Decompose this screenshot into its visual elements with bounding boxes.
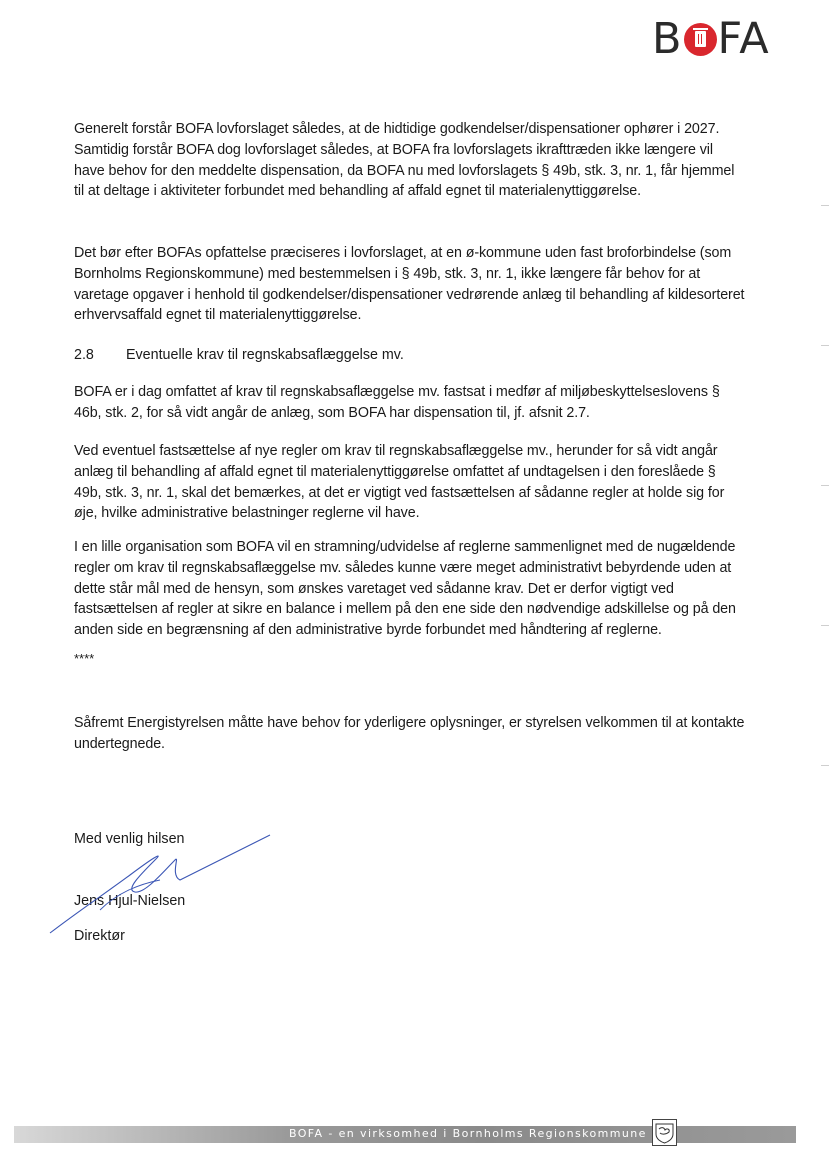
edge-mark: [821, 765, 829, 766]
edge-mark: [821, 205, 829, 206]
signatory-title: Direktør: [74, 928, 125, 944]
logo-letters-fa: FA: [717, 14, 770, 64]
edge-mark: [821, 485, 829, 486]
paragraph-4: Ved eventuel fastsættelse af nye regler om krav til regnskabsaflæggelse mv., herunder for så vidt angår anlæg til behandling af affald egnet til materialenyttiggørelse omfattet af undtagelsen i den foreslåede § 49b, stk. 3, nr. 1, skal det bemærkes, at det er vigtigt ved fastsættelsen af sådanne regler at holde sig for øje, hvilke administrative belastninger reglerne vil have.: [74, 443, 725, 522]
handwritten-signature: [40, 830, 280, 940]
trash-bin-icon: [684, 23, 717, 56]
paragraph-5: I en lille organisation som BOFA vil en stramning/udvidelse af reglerne sammenlignet med de nugældende regler om krav til regnskabsaflæggelse mv. således kunne være meget administrativt bebyrdende uden at dette står mål med de hensyn, som ønskes varetaget ved sådanne krav. Det er derfor vigtigt ved fastsættelsen af regler at sikre en balance i mellem på den ene side den nødvendige adskillelse og på den anden side en begrænsning af den administrative byrde forbundet med håndtering af reglerne.: [74, 539, 736, 639]
paragraph-1: Generelt forstår BOFA lovforslaget således, at de hidtidige godkendelser/dispensationer ophører i 2027. Samtidig forstår BOFA dog lovforslaget således, at BOFA fra lovforslagets ikrafttræden ikke længere vil have behov for den meddelte dispensation, da BOFA nu med lovforslagets § 49b, stk. 3, nr. 1, får hjemmel til at deltage i aktiviteter forbundet med behandling af affald egnet til materialenyttiggørelse.: [74, 121, 735, 200]
paragraph-3: BOFA er i dag omfattet af krav til regnskabsaflæggelse mv. fastsat i medfør af miljøbeskyttelseslovens § 46b, stk. 2, for så vidt angår de anlæg, som BOFA har dispensation til, jf. afsnit 2.7.: [74, 384, 720, 421]
edge-mark: [821, 345, 829, 346]
closing-greeting: Med venlig hilsen: [74, 831, 185, 847]
section-heading: [74, 347, 404, 363]
separator-stars: ****: [74, 651, 95, 666]
edge-mark: [821, 625, 829, 626]
bofa-logo: [652, 14, 770, 64]
section-number: 2.8: [74, 347, 94, 363]
paragraph-2: Det bør efter BOFAs opfattelse præciseres i lovforslaget, at en ø-kommune uden fast broforbindelse (som Bornholms Regionskommune) med bestemmelsen i § 49b, stk. 3, nr. 1, ikke længere får behov for at varetage opgaver i henhold til godkendelser/dispensationer vedrørende anlæg til behandling af kildesorteret erhvervsaffald egnet til materialenyttiggørelse.: [74, 245, 745, 324]
footer-text: BOFA - en virksomhed i Bornholms Regionskommune: [289, 1127, 647, 1140]
coat-of-arms-icon: [652, 1119, 677, 1146]
signatory-name: Jens Hjul-Nielsen: [74, 893, 186, 909]
section-title: Eventuelle krav til regnskabsaflæggelse mv.: [126, 347, 404, 363]
paragraph-6: Såfremt Energistyrelsen måtte have behov for yderligere oplysninger, er styrelsen velkommen til at kontakte undertegnede.: [74, 715, 745, 752]
logo-letter-b: B: [652, 14, 683, 64]
